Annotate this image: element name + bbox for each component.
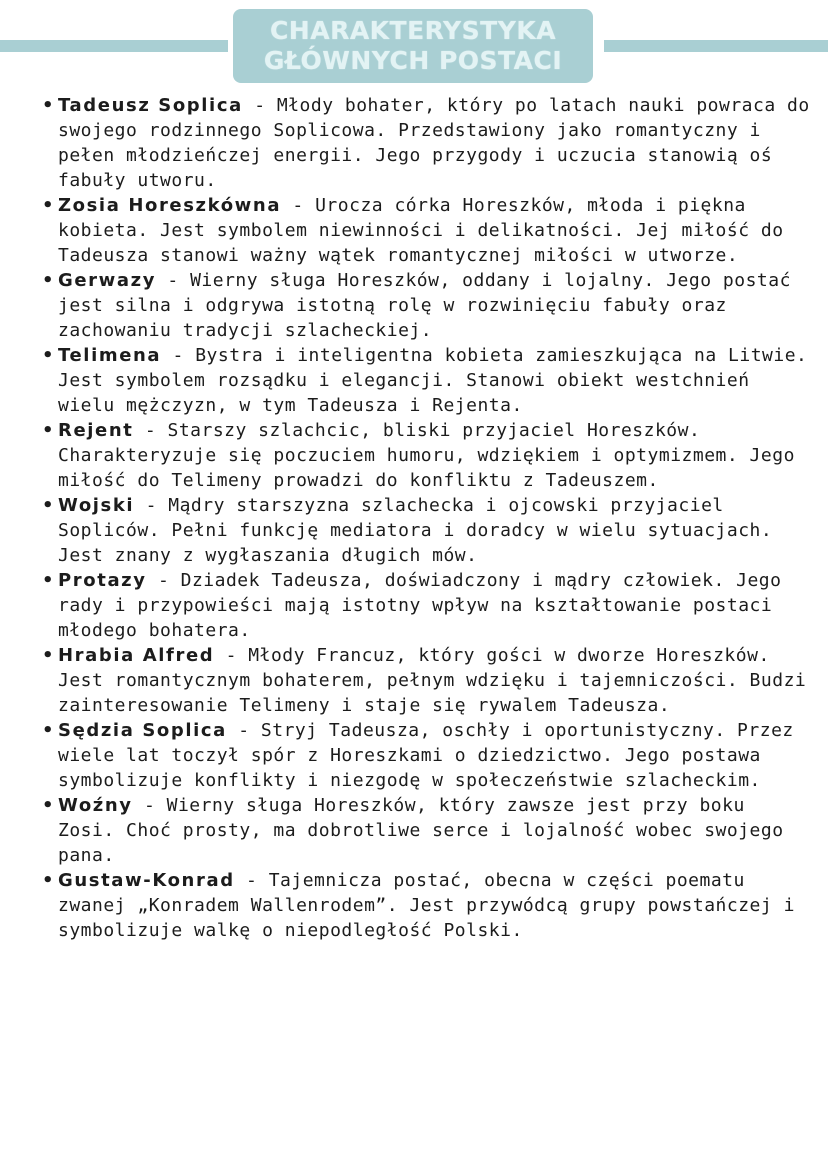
character-description: - Dziadek Tadeusza, doświadczony i mądry człowiek. Jego rady i przypowieści mają istotny wpływ na kształtowanie postaci młodego bohatera. (58, 570, 782, 641)
character-description: - Tajemnicza postać, obecna w części poematu zwanej „Konradem Wallenrodem”. Jest przywódcą grupy powstańczej i symbolizuje walkę o niepodległość Polski. (58, 870, 795, 941)
bullet-icon: • (42, 870, 55, 891)
character-description: - Stryj Tadeusza, oschły i oportunistyczny. Przez wiele lat toczył spór z Horeszkami o dziedzictwo. Jego postawa symbolizuje konflikty i niezgodę w społeczeństwie szlacheckim. (58, 720, 794, 791)
list-item (40, 868, 810, 943)
character-name: Wojski (58, 495, 135, 516)
list-item (40, 793, 810, 868)
list-item (40, 418, 810, 493)
bullet-icon: • (42, 420, 55, 441)
bullet-icon: • (42, 270, 55, 291)
bullet-icon: • (42, 345, 55, 366)
bullet-icon: • (42, 720, 55, 741)
character-name: Tadeusz Soplica (58, 95, 243, 116)
character-description: - Starszy szlachcic, bliski przyjaciel Horeszków. Charakteryzuje się poczuciem humoru, wdziękiem i optymizmem. Jego miłość do Telimeny prowadzi do konfliktu z Tadeuszem. (58, 420, 795, 491)
list-item (40, 568, 810, 643)
bullet-icon: • (42, 570, 55, 591)
bullet-icon: • (42, 795, 55, 816)
character-description: - Urocza córka Horeszków, młoda i piękna kobieta. Jest symbolem niewinności i delikatności. Jej miłość do Tadeusza stanowi ważny wątek romantycznej miłości w utworze. (58, 195, 784, 266)
list-item (40, 718, 810, 793)
header-rule-left (0, 40, 228, 52)
character-name: Telimena (58, 345, 162, 366)
list-item (40, 643, 810, 718)
header-rule-right (604, 40, 828, 52)
character-name: Woźny (58, 795, 133, 816)
list-item (40, 93, 810, 193)
list-item (40, 193, 810, 268)
bullet-icon: • (42, 645, 55, 666)
list-item (40, 493, 810, 568)
list-item (40, 268, 810, 343)
character-name: Protazy (58, 570, 147, 591)
list-item (40, 343, 810, 418)
character-description: - Mądry starszyzna szlachecka i ojcowski przyjaciel Sopliców. Pełni funkcję mediatora i doradcy w wielu sytuacjach. Jest znany z wygłaszania długich mów. (58, 495, 773, 566)
page-title (233, 9, 593, 83)
bullet-icon: • (42, 495, 55, 516)
bullet-icon: • (42, 195, 55, 216)
character-description: - Młody bohater, który po latach nauki powraca do swojego rodzinnego Soplicowa. Przedstawiony jako romantyczny i pełen młodzieńczej energii. Jego przygody i uczucia stanowią oś fabuły utworu. (58, 95, 810, 191)
character-description: - Wierny sługa Horeszków, oddany i lojalny. Jego postać jest silna i odgrywa istotną rolę w rozwinięciu fabuły oraz zachowaniu tradycji szlacheckiej. (58, 270, 791, 341)
character-name: Rejent (58, 420, 134, 441)
character-name: Hrabia Alfred (58, 645, 215, 666)
character-name: Zosia Horeszkówna (58, 195, 282, 216)
title-line-1: CHARAKTERYSTYKA (269, 16, 557, 45)
character-list (40, 93, 810, 943)
character-name: Gustaw-Konrad (58, 870, 235, 891)
character-name: Sędzia Soplica (58, 720, 227, 741)
character-description: - Wierny sługa Horeszków, który zawsze jest przy boku Zosi. Choć prosty, ma dobrotliwe serce i lojalność wobec swojego pana. (58, 795, 784, 866)
character-description: - Młody Francuz, który gości w dworze Horeszków. Jest romantycznym bohaterem, pełnym wdzięku i tajemniczości. Budzi zainteresowanie Telimeny i staje się rywalem Tadeusza. (58, 645, 807, 716)
character-description: - Bystra i inteligentna kobieta zamieszkująca na Litwie. Jest symbolem rozsądku i elegancji. Stanowi obiekt westchnień wielu mężczyzn, w tym Tadeusza i Rejenta. (58, 345, 808, 416)
bullet-icon: • (42, 95, 55, 116)
title-line-2: GŁÓWNYCH POSTACI (263, 46, 563, 75)
character-name: Gerwazy (58, 270, 157, 291)
